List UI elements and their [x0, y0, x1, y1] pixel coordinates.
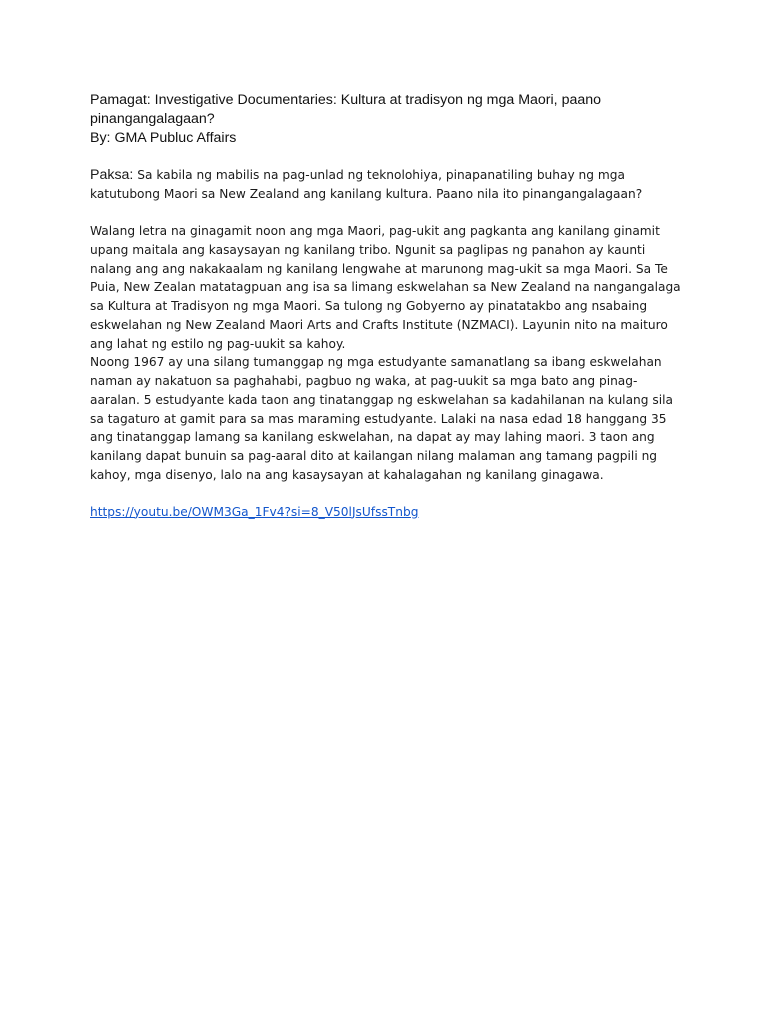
title-block [90, 91, 685, 148]
paksa-label: Paksa: [90, 167, 134, 183]
body-text [90, 222, 685, 485]
paksa-paragraph [90, 166, 685, 204]
document-page [90, 91, 685, 522]
paksa-text: Sa kabila ng mabilis na pag-unlad ng teknolohiya, pinapanatiling buhay ng mga katutubong Maori sa New Zealand ang kanilang kultura. Paano nila ito pinangangalagaan? [90, 168, 643, 201]
video-link[interactable]: https://youtu.be/OWM3Ga_1Fv4?si=8_V50lJsUfssTnbg [90, 504, 419, 519]
body-paragraph-2: Noong 1967 ay una silang tumanggap ng mga estudyante samanatlang sa ibang eskwelahan naman ay nakatuon sa paghahabi, pagbuo ng waka, at pag-uukit sa mga bato ang pinag-aaralan. 5 estudyante kada taon ang tinatanggap ng eskwelahan sa kadahilanan na kulang sila sa tagaturo at gamit para sa mas maraming estudyante. Lalaki na nasa edad 18 hanggang 35 ang tinatanggap lamang sa kanilang eskwelahan, na dapat ay may lahing maori. 3 taon ang kanilang dapat bunuin sa pag-aaral dito at kailangan nilang malaman ang tamang pagpili ng kahoy, mga disenyo, lalo na ang kasaysayan at kahalagahan ng kanilang ginagawa. [90, 355, 673, 482]
link-paragraph [90, 503, 685, 522]
document-byline: By: GMA Publuc Affairs [90, 130, 237, 146]
body-paragraph-1: Walang letra na ginagamit noon ang mga Maori, pag-ukit ang pagkanta ang kanilang ginamit upang maitala ang kasaysayan ng kanilang tribo. Ngunit sa paglipas ng panahon ay kaunti nalang ang ang nakakaalam ng kanilang lengwahe at marunong mag-ukit sa mga Maori. Sa Te Puia, New Zealan matatagpuan ang isa sa limang eskwelahan sa New Zealand na nangangalaga sa Kultura at Tradisyon ng mga Maori. Sa tulong ng Gobyerno ay pinatatakbo ang nsabaing eskwelahan ng New Zealand Maori Arts and Crafts Institute (NZMACI). Layunin nito na maituro ang lahat ng estilo ng pag-uukit sa kahoy. [90, 224, 681, 351]
document-title: Pamagat: Investigative Documentaries: Kultura at tradisyon ng mga Maori, paano pinangangalagaan? [90, 92, 602, 127]
